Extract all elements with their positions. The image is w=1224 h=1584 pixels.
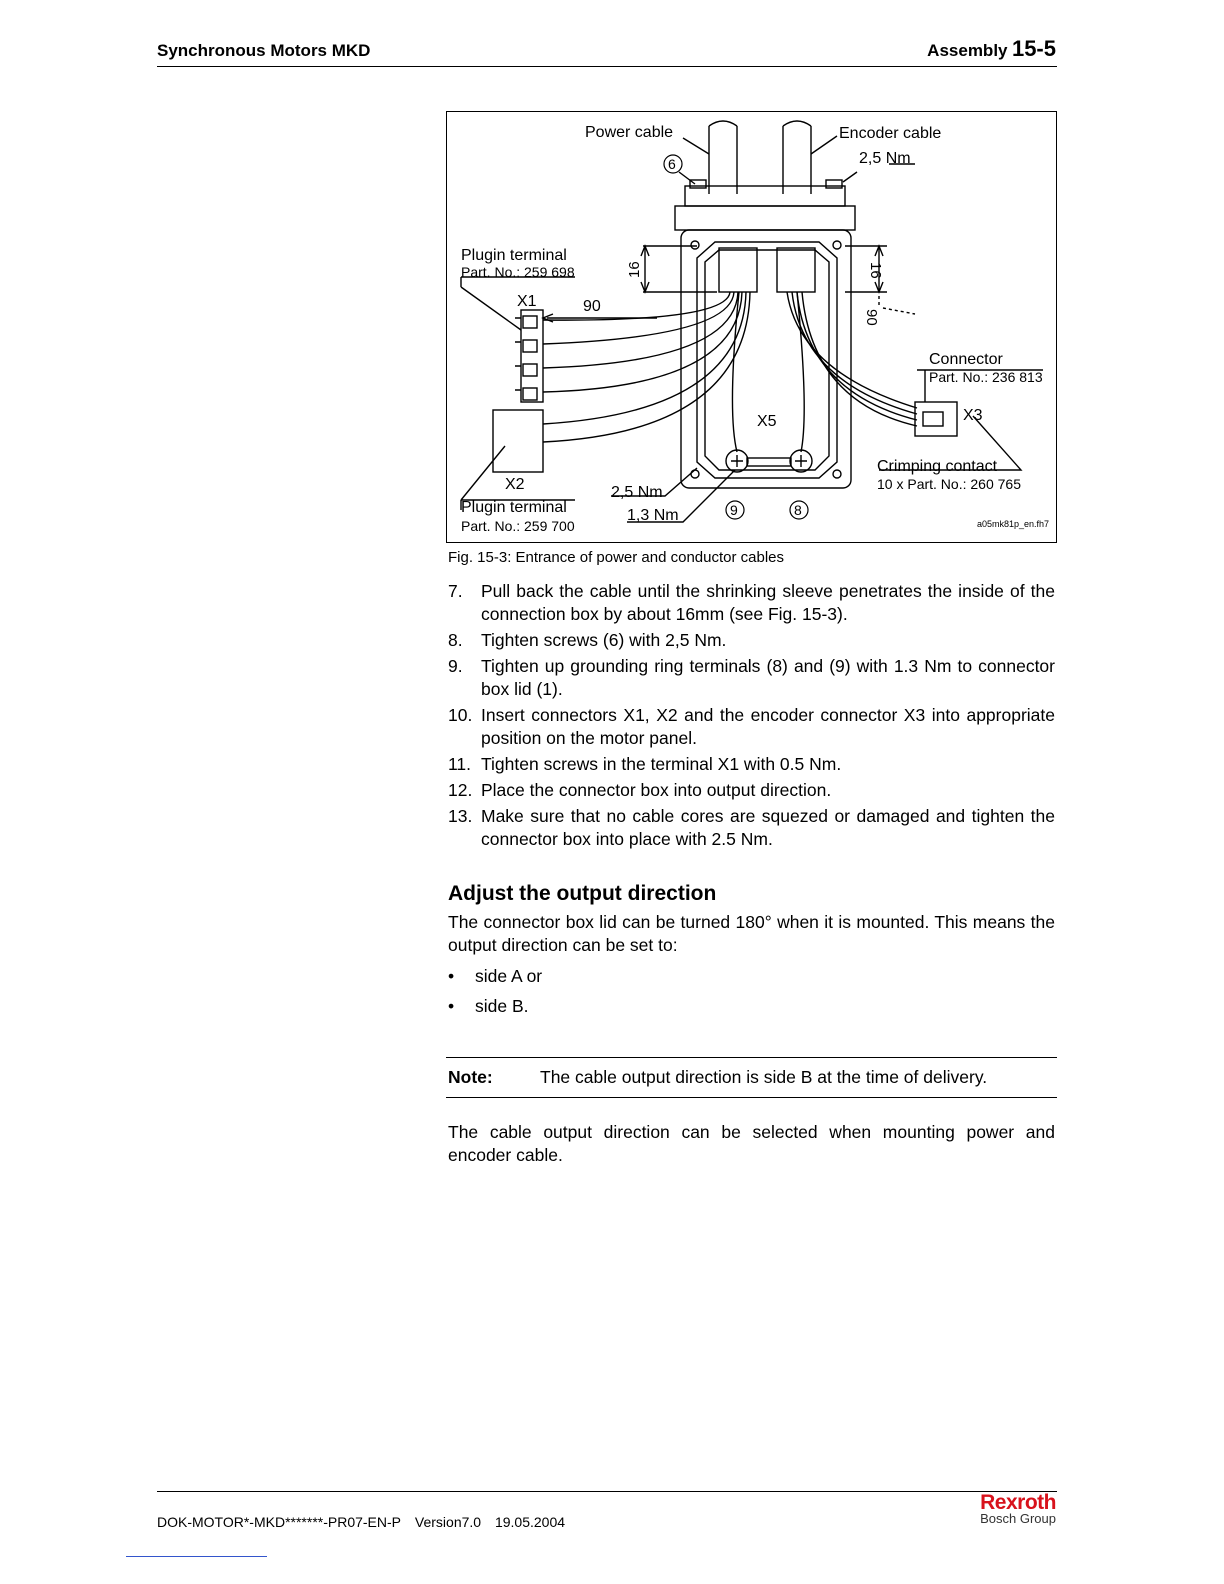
label-power-cable: Power cable — [585, 124, 674, 141]
label-dim-90-right: 90 — [863, 309, 880, 326]
step-number: 10. — [448, 705, 473, 725]
header-page-number: 15-5 — [1011, 36, 1056, 61]
note-text: The cable output direction is side B at the time of delivery. — [540, 1067, 988, 1087]
step-text: Place the connector box into output direction. — [481, 780, 832, 800]
footer-date: 19.05.2004 — [494, 1514, 566, 1530]
label-torque-top: 2,5 Nm — [859, 150, 911, 167]
power-cable-drawing — [709, 126, 737, 194]
step-item — [448, 704, 1055, 750]
label-part-no-1: Part. No.: 259 698 — [461, 264, 575, 280]
label-dim-16-right: 16 — [867, 262, 884, 279]
label-dim-90-left: 90 — [583, 298, 601, 315]
step-number: 11. — [448, 754, 472, 774]
label-connector: Connector — [929, 351, 1003, 368]
step-item — [448, 580, 1055, 626]
plugin-terminal-x2 — [493, 410, 543, 472]
step-number: 8. — [448, 630, 463, 650]
step-text: Insert connectors X1, X2 and the encoder connector X3 into appropriate position on the motor panel. — [481, 705, 1055, 748]
figure-caption: Fig. 15-3: Entrance of power and conductor cables — [448, 549, 785, 566]
step-item — [448, 655, 1055, 701]
step-number: 7. — [448, 581, 463, 601]
label-crimping-contact: Crimping contact — [877, 458, 998, 475]
step-item — [448, 779, 1055, 802]
main-content — [448, 580, 1055, 1025]
note-label: Note: — [448, 1067, 493, 1087]
figure-connection-box — [446, 111, 1057, 543]
note-box — [446, 1057, 1057, 1098]
label-x1: X1 — [517, 293, 537, 310]
step-number: 12. — [448, 780, 473, 800]
brand-name: Rexroth — [980, 1491, 1056, 1514]
bullet-text: side A or — [475, 966, 543, 986]
connection-box-body — [681, 230, 851, 488]
label-encoder-cable: Encoder cable — [839, 125, 942, 142]
label-x3: X3 — [963, 407, 983, 424]
callout-6: 6 — [668, 156, 676, 172]
step-item — [448, 753, 1055, 776]
label-part-no-connector: Part. No.: 236 813 — [929, 369, 1043, 385]
header-page-ref — [927, 36, 1056, 62]
direction-options — [448, 965, 1055, 1018]
footer-doc-info — [157, 1514, 575, 1530]
step-text: Tighten up grounding ring terminals (8) and (9) with 1.3 Nm to connector box lid (1). — [481, 656, 1055, 699]
bullet-icon: • — [448, 966, 455, 986]
step-number: 9. — [448, 656, 463, 676]
label-torque-low: 1,3 Nm — [627, 507, 679, 524]
step-text: Pull back the cable until the shrinking sleeve penetrates the inside of the connection box by about 16mm (see Fig. 15-3). — [481, 581, 1055, 624]
brand-subtitle: Bosch Group — [980, 1511, 1056, 1526]
label-crimping-part: 10 x Part. No.: 260 765 — [877, 476, 1021, 492]
connection-box-diagram — [447, 112, 1058, 544]
label-part-no-2: Part. No.: 259 700 — [461, 518, 575, 534]
label-x2: X2 — [505, 476, 525, 493]
header-rule — [157, 66, 1057, 67]
callout-8: 8 — [794, 502, 802, 518]
brand-logo — [980, 1491, 1056, 1526]
label-torque-mid: 2,5 Nm — [611, 484, 663, 501]
list-item — [448, 995, 1055, 1018]
step-item — [448, 629, 1055, 652]
step-text: Tighten screws in the terminal X1 with 0.5 Nm. — [481, 754, 842, 774]
label-dim-16-left: 16 — [626, 261, 643, 278]
step-number: 13. — [448, 806, 473, 826]
label-plugin-terminal-1: Plugin terminal — [461, 247, 567, 264]
section-intro: The connector box lid can be turned 180° when it is mounted. This means the output direction can be set to: — [448, 912, 1055, 955]
after-note-paragraph: The cable output direction can be selected when mounting power and encoder cable. — [448, 1122, 1055, 1165]
step-text: Make sure that no cable cores are squezed or damaged and tighten the connector box into place with 2.5 Nm. — [481, 806, 1055, 849]
assembly-steps — [448, 580, 1055, 851]
section-heading: Adjust the output direction — [448, 882, 717, 905]
label-file-ref: a05mk81p_en.fh7 — [977, 519, 1050, 529]
footer-version: Version7.0 — [414, 1514, 482, 1530]
list-item — [448, 965, 1055, 988]
connector-x3 — [915, 402, 957, 436]
callout-9: 9 — [730, 502, 738, 518]
label-x5: X5 — [757, 413, 777, 430]
footer-rule — [157, 1491, 1057, 1492]
bullet-icon: • — [448, 996, 455, 1016]
header-title: Synchronous Motors MKD — [157, 41, 371, 60]
bullet-text: side B. — [475, 996, 529, 1016]
label-plugin-terminal-2: Plugin terminal — [461, 499, 567, 516]
footer-doc-id: DOK-MOTOR*-MKD*******-PR07-EN-P — [157, 1514, 402, 1530]
header-section: Assembly — [927, 41, 1008, 60]
step-item — [448, 805, 1055, 851]
bottom-link-underline — [126, 1556, 267, 1557]
encoder-cable-drawing — [783, 126, 811, 194]
step-text: Tighten screws (6) with 2,5 Nm. — [481, 630, 727, 650]
